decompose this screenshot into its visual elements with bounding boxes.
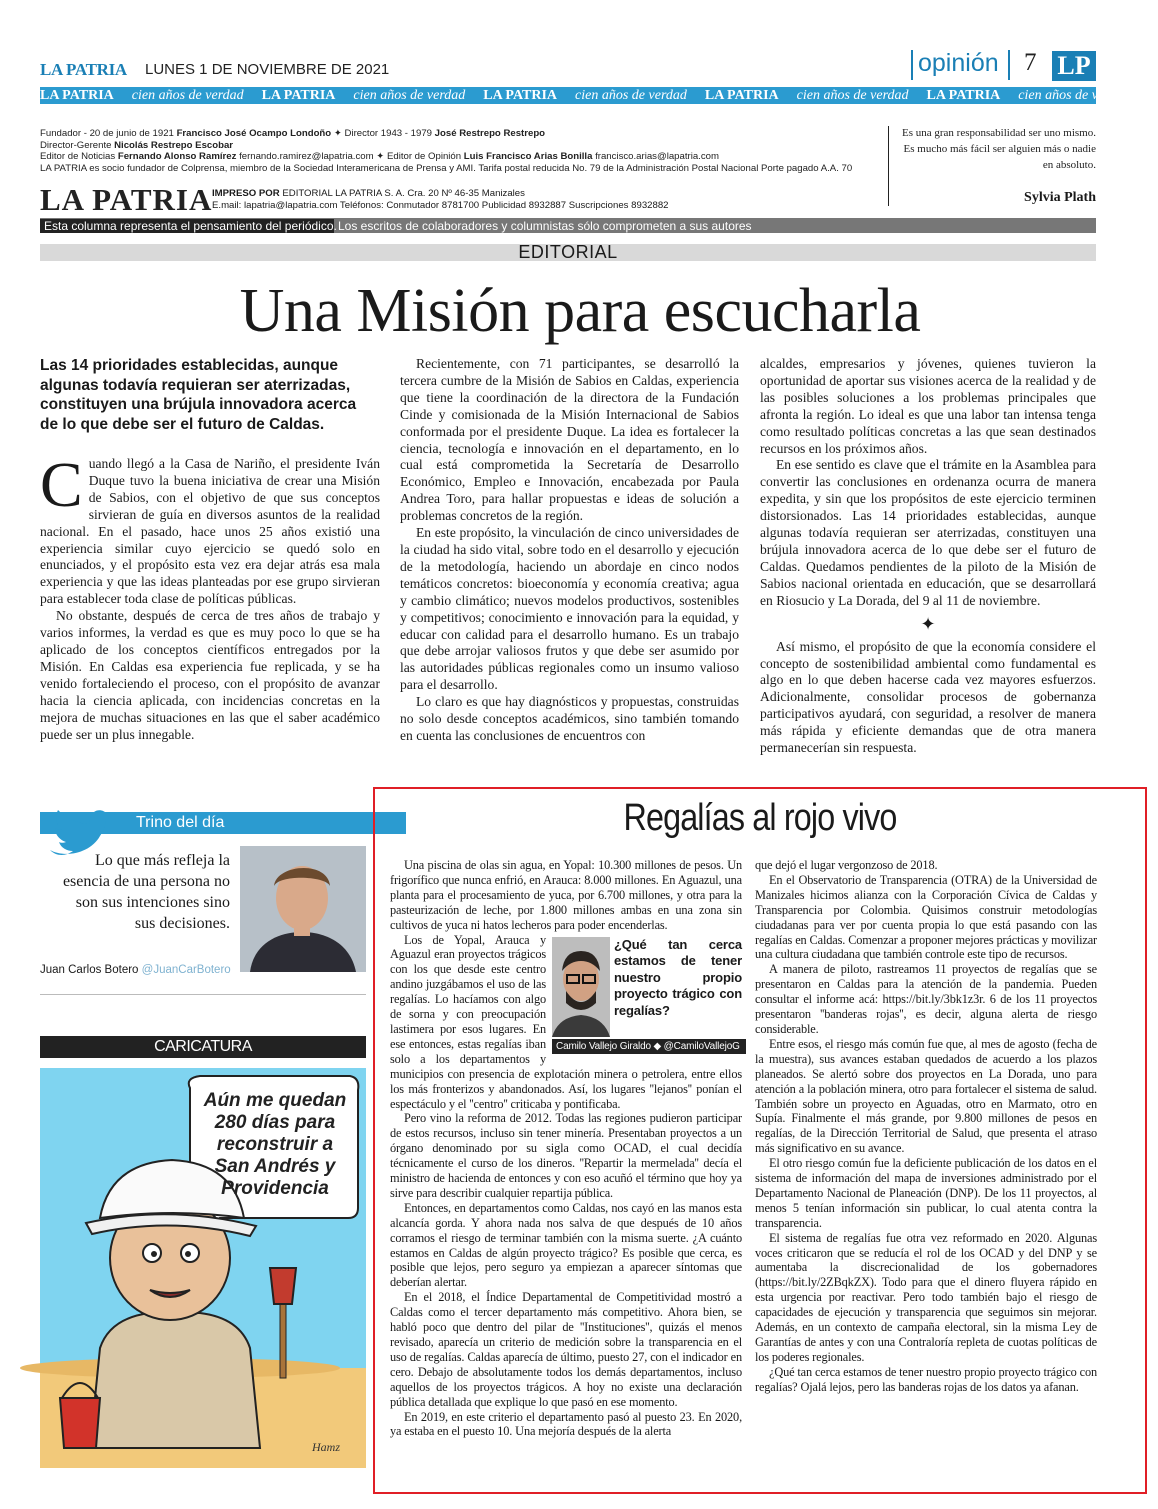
paragraph: Lo claro es que hay diagnósticos y propuestas, construidas no solo desde conceptos académicos, sino también tomando en cuenta las conclusiones de encuentros con [400,694,739,743]
divider [1008,50,1010,80]
slogan-strip [40,87,1131,104]
strip-slogan: cien años de verdad [353,88,466,103]
strip-brand: LA PATRIA [40,88,114,103]
columnist-photo [552,937,610,1037]
paragraph: Una piscina de olas sin agua, en Yopal: 10.300 millones de pesos. Un frigorífico que nunca enfrió, en Arauca: 8.000 millones. En Aguazul, una planta para el procesamiento de yuca, por 6.700 millones, y otra para la pasteurización de leche, por 1.800 millones ambas en una zona sin cultivos de yuca ni hatos lecheros para poder encenderlas. [390,858,742,932]
impreso-text: EDITORIAL LA PATRIA S. A. Cra. 20 Nº 46-35 Manizales [282,188,525,199]
paragraph: A manera de piloto, rastreamos 11 proyectos de regalías que se presentaron en Caldas para la atención de la pandemia. Pueden consultar el informe acá: https://bit.ly/3bk1z3r. 6 de los 11 proyectos presentaron ''banderas rojas'', es decir, alguna alerta de riesgo considerable. [755,962,1097,1036]
trino-text: Lo que más refleja la esencia de una persona no son sus intenciones sino sus decisiones. [62,852,230,932]
strip-brand: LA PATRIA [704,88,779,103]
strip-slogan: cien años de verdad [131,88,244,103]
credit-email: francisco.arias@lapatria.com [595,151,719,162]
impreso-label: IMPRESO POR [212,188,280,199]
trino-author-handle[interactable]: @JuanCarBotero [141,964,231,976]
credit-legal: LA PATRIA es socio fundador de Colprensa, miembro de la Sociedad Interamericana de Prensa y AMI. Tarifa postal reducida No. 79 de la Administración Postal Nacional Porte pagado A.A. 70 [40,162,853,174]
paragraph: Entre esos, el riesgo más común fue que, al mes de agosto (fecha de la muestra), sus avances estaban quedados de acuerdo a los plazos planeados. Se alertó sobre dos proyectos en La Dorada, uno para atención a la población minera, otro para fortalecer el sistema de salud. También sobre un proyecto en Aguadas, otro en Marmato, otro en Supía. Finalmente el más grande, por 9.800 millones de pesos en regalías, de la Dirección Territorial de Salud, que presenta el atraso más significativo en su avance. [755,1036,1097,1156]
strip-slogan: cien años de verdad [796,88,909,103]
editorial-kicker: EDITORIAL [518,242,618,262]
editorial-col-1 [40,449,380,743]
trino-header: Trino del día [40,812,406,834]
pull-quote-caption: Camilo Vallejo Giraldo ◆ @CamiloVallejoG [552,1039,746,1054]
impreso-block [212,188,872,212]
paragraph: Así mismo, el propósito de que la economía considere el concepto de sostenibilidad ambiental como fundamental es algo en lo que deben hacerse cada vez mayores esfuerzos. Adicionalmente, consolidar procesos de gobernanza participativos ayudará, con seguridad, a resolver de manera más rápida y eficiente demandas que de otra manera permanecerían sin respuesta. [760,638,1096,756]
editorial-col-3 [760,356,1096,757]
editorial-col-2 [400,356,739,745]
regalias-col-left [390,858,742,1439]
caricatura-header: CARICATURA [40,1036,366,1058]
caricatura-speech: Aún me quedan 280 días para reconstruir a San Andrés y Providencia [203,1090,347,1199]
pull-quote-block [552,937,742,1055]
paragraph: En el Observatorio de Transparencia (OTRA) de la Universidad de Manizales hicimos alianza con la Corporación Cívica de Caldas y Transparencia por Colombia. Quisimos construir metodologías ciudadanas para ver por cuenta propia lo que está pasando con las regalías en Caldas. Comenzar a proponer mejores prácticas y movilizar una cultura ciudadana que también controle este tipo de recursos. [755,872,1097,962]
paragraph: Recientemente, con 71 participantes, se desarrolló la tercera cumbre de la Misión de Sabios en Caldas, experiencia que tiene la coordinación de la directora de la Fundación Cinde y comisionada de la Misión Internacional de Sabios conformada por el presidente Duque. La idea es fortalecer la ciencia, tecnología e innovación en el departamento, en lo cual está comprometida la Secretaría de Desarrollo Económico, Empleo e Innovación, encabezada por Paula Andrea Toro, para hallar propuestas e ideas de solución a problemas concretos de la región. [400,356,739,524]
divider [40,994,366,995]
paragraph: El sistema de regalías fue otra vez reformado en 2020. Algunas voces criticaron que se reducía el rol de los OCAD y del DNP y se aumentaba la discrecionalidad de los gobernadores (https://bit.ly/2ZBqkZX). Todo para que el dinero fluyera rápido en esta urgencia por reactivar. Pero todo también bajo el riesgo de capacidades de ejecución y transparencia que seguimos sin mejorar. Además, en un contexto de campaña electoral, sin la misma Ley de Garantías de antes y con una Contraloría repleta de cuotas políticas de los poderes regionales. [755,1230,1097,1364]
regalias-col-right [755,858,1097,1395]
credit-label: Editor de Noticias [40,151,116,162]
trino-author-photo [240,846,366,972]
quote-author: Sylvia Plath [1024,190,1096,205]
editorial-headline: Una Misión para escucharla [239,277,921,345]
lp-logo-badge: LP [1052,51,1096,81]
paragraph: En este propósito, la vinculación de cinco universidades de la ciudad ha sido vital, sobre todo en el desarrollo y ejecución de la metodología, haciendo un abordaje en cinco nodos temáticos concretos: bioeconomía y economía creativa; agua y cambio climático; nuevos modelos productivos, sostenibles y competitivos; conocimiento e innovación para la equidad, y educar con calidad para el desarrollo humano. Es un trabajo que debe arrojar valiosos frutos y que debe ser asumido por las autoridades públicas regionales como un insumo valioso para el desarrollo. [400,525,739,693]
credit-email: fernando.ramirez@lapatria.com [239,151,374,162]
trino-author [40,964,240,976]
strip-brand: LA PATRIA [926,88,1001,103]
credit-label: Fundador - 20 de junio de 1921 [40,128,174,139]
masthead-brand: LA PATRIA [40,60,127,79]
strip-brand: LA PATRIA [261,88,336,103]
paragraph: No obstante, después de cerca de tres años de trabajo y varios informes, la verdad es que es muy poco lo que se ha aplicado de los conceptos científicos entregados por la Misión. En Caldas esa experiencia fue replicada, y se ha venido fortaleciendo el proceso, con el propósito de avanzar hacia la ciencia aplicada, con incidencias concretas en la mejora de muchas situaciones en las que el saber académico puede ser un plus innegable. [40,608,380,742]
paragraph: En el 2018, el Índice Departamental de Competitividad mostró a Caldas como el tercer departamento más competitivo. Ahora bien, se habló poco que dentro del pilar de ''Instituciones'', quizás el menos revisado, aparecía un criterio de medición sobre la transparencia en el uso de regalías. Caldas aparecía de último, puesto 27, con el indicador en cero. Debajo de absolutamente todos los demás departamentos, incluso aquellos de los proyectos trágicos. A hoy no existe una declaración pública detallada que explique lo que pasó en ese momento. [390,1290,742,1409]
editorial-lede: Las 14 prioridades establecidas, aunque algunas todavía requieran ser aterrizadas, constituyen una brújula innovadora acerca de lo que debe ser el futuro de Caldas. [40,357,357,433]
credit-name: Nicolás Restrepo Escobar [114,139,234,151]
paragraph: que dejó el lugar vergonzoso de 2018. [755,858,938,872]
credit-name: Luis Francisco Arias Bonilla [463,151,593,162]
paragraph: ¿Qué tan cerca estamos de tener nuestro propio proyecto trágico con regalías? Ojalá lejos, pero las banderas rojas de los datos ya afanan. [755,1364,1097,1394]
caricatura-cartoon [40,1068,366,1468]
credit-label: Director-Gerente [40,139,112,151]
page-number: 7 [1024,49,1037,76]
credit-name: Francisco José Ocampo Londoño [176,128,332,139]
section-separator-icon: ✦ [920,613,936,634]
credits-block: Fundador - 20 de junio de 1921 Francisco José Ocampo Londoño ✦ Director 1943 - 1979 José Restrepo Restrepo Director-Gerente Nicolás Restrepo Escobar Editor de Noticias Fernando Alonso Ramírez fernando.ramirez@lapatria.com ✦ Editor de Opinión Luis Francisco Arias Bonilla francisco.arias@lapatria.com LA PATRIA es socio fundador de Colprensa, miembro de la Sociedad Interamericana de Prensa y AMI. Tarifa postal reducida No. 79 de la Administración Postal Nacional Porte pagado A.A. 70 [40,128,880,174]
strip-brand: LA PATRIA [483,88,558,103]
regalias-title: Regalías al rojo vivo [623,797,897,839]
drop-cap: C [40,449,83,520]
notice-dark: Esta columna representa el pensamiento del periódico. [40,219,334,233]
paragraph: Los de Yopal, Arauca y Aguazul eran proyectos trágicos con los que desde este centro andino juzgábamos el uso de las regalías. Lo hacíamos con algo de sorna y con preocupación lastimera por esos lugares. En ese entonces, estas regalías iban solo a los departamentos y municipios con presencia de explotación minera o petrolera, entre ellos los más fronterizos y abandonados. Así, los lugares ''lejanos'' ponían el espectáculo y el ''centro'' criticaba y pontificaba. [390,932,742,1111]
section-label: opinión [918,49,999,77]
strip-slogan: cien años de verdad [575,88,687,103]
paragraph: En ese sentido es clave que el trámite en la Asamblea para convertir las conclusiones en ordenanza ocurra de manera expedita, y sin que los propósitos de este ejercicio terminen distorsionados. Las 14 prioridades establecidas, aunque algunas todavía requieran ser aterrizadas, constituyen una brújula innovadora acerca de lo que debe ser el futuro de Caldas. Quedamos pendientes de la piloto de la Misión de Sabios nacional orientada en educación, que se desarrollará en Riosucio y La Dorada, del 9 al 11 de noviembre. [760,457,1096,608]
credit-label: Editor de Opinión [386,151,462,162]
credit-name: José Restrepo Restrepo [434,128,546,139]
paragraph: El otro riesgo común fue la deficiente publicación de los datos en el sistema de información del mapa de inversiones administrado por el Departamento Nacional de Planeación (DNP). De los 11 proyectos, al menos 5 tenían información sin publicar, lo cual atenta contra la transparencia. [755,1156,1097,1230]
paragraph: Entonces, en departamentos como Caldas, nos cayó en las manos esta alcancía gorda. Y ahora nada nos salva de que después de 10 años corramos el riesgo de terminar también con la misma suerte. ¿A cuánto estamos en Caldas de algún proyecto trágico? Es posible que cerca, es posible que lejos, pero seguro ya empiezan a aparecer síntomas que deberían alertar. [390,1200,742,1290]
paragraph: uando llegó a la Casa de Nariño, el presidente Iván Duque tuvo la buena iniciativa de crear una Misión de Sabios, con el objetivo de que sus conceptos sirvieran de guía en diversos asuntos de la realidad nacional. En el pasado, hace unos 25 años existió una experiencia similar cuyo ejercicio se quedó solo en enunciados, y el propósito esta vez era dejar atrás esa mala experiencia y que las ideas planteadas por ese grupo sirvieran para establecer toda clase de políticas públicas. [40,456,380,607]
divider [888,126,889,206]
credit-name: Fernando Alonso Ramírez [117,151,237,162]
paragraph: alcaldes, empresarios y jóvenes, quienes tuvieron la oportunidad de aportar sus visiones acerca de la realidad y de las posibles soluciones a los problemas principales que afronta la región. Lo ideal es que una labor tan intensa tenga como resultado políticas concretas a las que sean destinados recursos en los próximos años. [760,356,1096,456]
pull-quote: ¿Qué tan cerca estamos de tener nuestro propio proyecto trágico con regalías? [614,936,742,1018]
paragraph: Pero vino la reforma de 2012. Todas las regiones pudieron participar de estos recursos, incluso sin tener minería. Presentaban proyectos a un órgano denominado por su sigla como OCAD, el cual decidía técnicamente el curso de los dineros. ''Repartir la mermelada'' decía el ministro de hacienda de entonces y con eso acuñó el término que hoy ya sirve para describir cualquier repartija pública. [390,1111,742,1200]
notice-grey: Los escritos de colaboradores y columnistas sólo comprometen a sus autores [338,219,752,233]
divider [911,50,913,80]
credit-label: Director 1943 - 1979 [344,128,432,139]
paragraph: En 2019, en este criterio el departamento pasó al puesto 23. En 2020, ya estaba en el puesto 10. Una mejoría después de la alerta [390,1409,742,1439]
strip-slogan: cien años de verdad [1018,88,1131,103]
paper-logo: LA PATRIA [40,182,213,217]
masthead-date: LUNES 1 DE NOVIEMBRE DE 2021 [145,61,390,78]
quote-text: Es una gran responsabilidad ser uno mismo. Es mucho más fácil ser alguien más o nadie en absoluto. [902,127,1096,171]
impreso-contact: E.mail: lapatria@lapatria.com Teléfonos: Conmutador 8781700 Publicidad 8932887 Suscripciones 8932882 [212,200,669,211]
caricatura-signature: Hamz [312,1440,341,1454]
trino-author-name: Juan Carlos Botero [40,964,139,976]
